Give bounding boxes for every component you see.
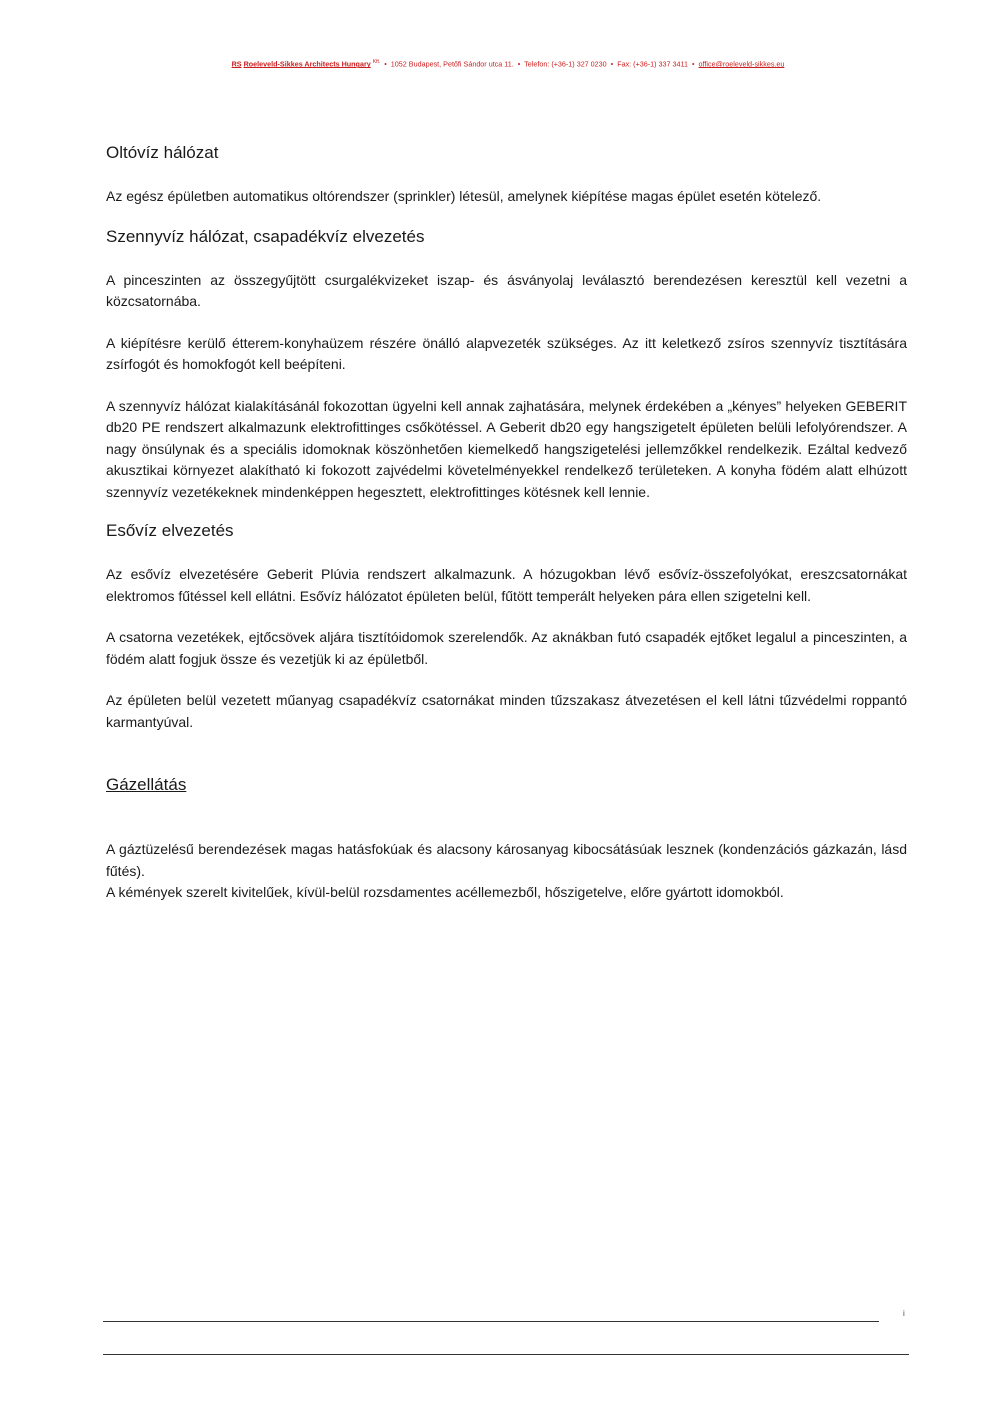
heading-esoviz: Esővíz elvezetés: [106, 521, 234, 540]
paragraph-szennyviz-2: A kiépítésre kerülő étterem-konyhaüzem részére önálló alapvezeték szükséges. Az itt keletkező zsíros szennyvíz tisztítására zsírfogót és homokfogót kell beépíteni.: [106, 334, 907, 372]
footer-divider-bottom: [103, 1354, 909, 1355]
letterhead-separator: •: [610, 59, 614, 69]
letterhead-phone: Telefon: (+36-1) 327 0230: [524, 59, 607, 69]
paragraph-gaz-1: A gáztüzelésű berendezések magas hatásfokúak és alacsony károsanyag kibocsátásúak lesznek (kondenzációs gázkazán, lásd fűtés).: [106, 841, 907, 879]
letterhead-address: 1052 Budapest, Petőfi Sándor utca 11.: [390, 59, 514, 69]
paragraph-szennyviz-1: A pinceszinten az összegyűjtött csurgalékvizeket iszap- és ásványolaj leválasztó berendezésen keresztül kell vezetni a közcsatornába.: [106, 271, 907, 309]
footer-divider-top: [103, 1321, 879, 1322]
letterhead: [103, 59, 913, 68]
paragraph-oltoviz-1: Az egész épületben automatikus oltórendszer (sprinkler) létesül, amelynek kiépítése magas épület esetén kötelező.: [106, 188, 822, 204]
letterhead-company: Roeleveld-Sikkes Architects Hungary: [243, 59, 371, 69]
letterhead-email-link[interactable]: office@roeleveld-sikkes.eu: [698, 59, 785, 69]
heading-gazellatas: Gázellátás: [106, 775, 187, 794]
page-mark: i: [903, 1309, 905, 1318]
document-body: [106, 143, 907, 904]
letterhead-separator: •: [517, 59, 521, 69]
heading-oltoviz: Oltóvíz hálózat: [106, 143, 219, 162]
letterhead-fax: Fax: (+36-1) 337 3411: [617, 59, 688, 69]
paragraph-esoviz-2: A csatorna vezetékek, ejtőcsövek aljára tisztítóidomok szerelendők. Az aknákban futó csapadék ejtőket legalul a pinceszinten, a födém alatt fogjuk össze és vezetjük ki az épületből.: [106, 629, 907, 667]
paragraph-esoviz-1: Az esővíz elvezetésére Geberit Plúvia rendszert alkalmazunk. A hózugokban lévő esővíz-összefolyókat, ereszcsatornákat elektromos fűtéssel kell ellátni. Esővíz hálózatot épületen belül, fűtött temperált helyeken pára ellen szigetelni kell.: [106, 566, 907, 604]
letterhead-company-suffix: Kft.: [372, 59, 381, 65]
letterhead-separator: •: [384, 59, 387, 69]
letterhead-separator: •: [692, 59, 695, 69]
letterhead-logo-rs: RS: [231, 59, 242, 69]
paragraph-gaz-2: A kémények szerelt kivitelűek, kívül-belül rozsdamentes acéllemezből, hőszigetelve, előre gyártott idomokból.: [106, 884, 784, 900]
heading-szennyviz: Szennyvíz hálózat, csapadékvíz elvezetés: [106, 226, 425, 246]
paragraph-szennyviz-3: A szennyvíz hálózat kialakításánál fokozottan ügyelni kell annak zajhatására, melynek érdekében a „kényes” helyeken GEBERIT db20 PE rendszert alkalmazunk elektrofittinges csőkötéssel. A Geberit db20 egy hangszigetelt épületen belüli lefolyórendszer. A nagy önsúlynak és a speciális idomoknak köszönhetően kiemelkedő hangszigetelési jellemzőkkel rendelkezik. Ezáltal kedvező akusztikai környezet alakítható ki fokozott zajvédelmi követelményekkel rendelkező területeken. A konyha födém alatt elhúzott szennyvíz vezetékeknek mindenképpen hegesztett, elektrofittinges kötésnek kell lennie.: [106, 397, 907, 500]
paragraph-esoviz-3: Az épületen belül vezetett műanyag csapadékvíz csatornákat minden tűzszakasz átvezetésen el kell látni tűzvédelmi roppantó karmantyúval.: [106, 692, 907, 730]
